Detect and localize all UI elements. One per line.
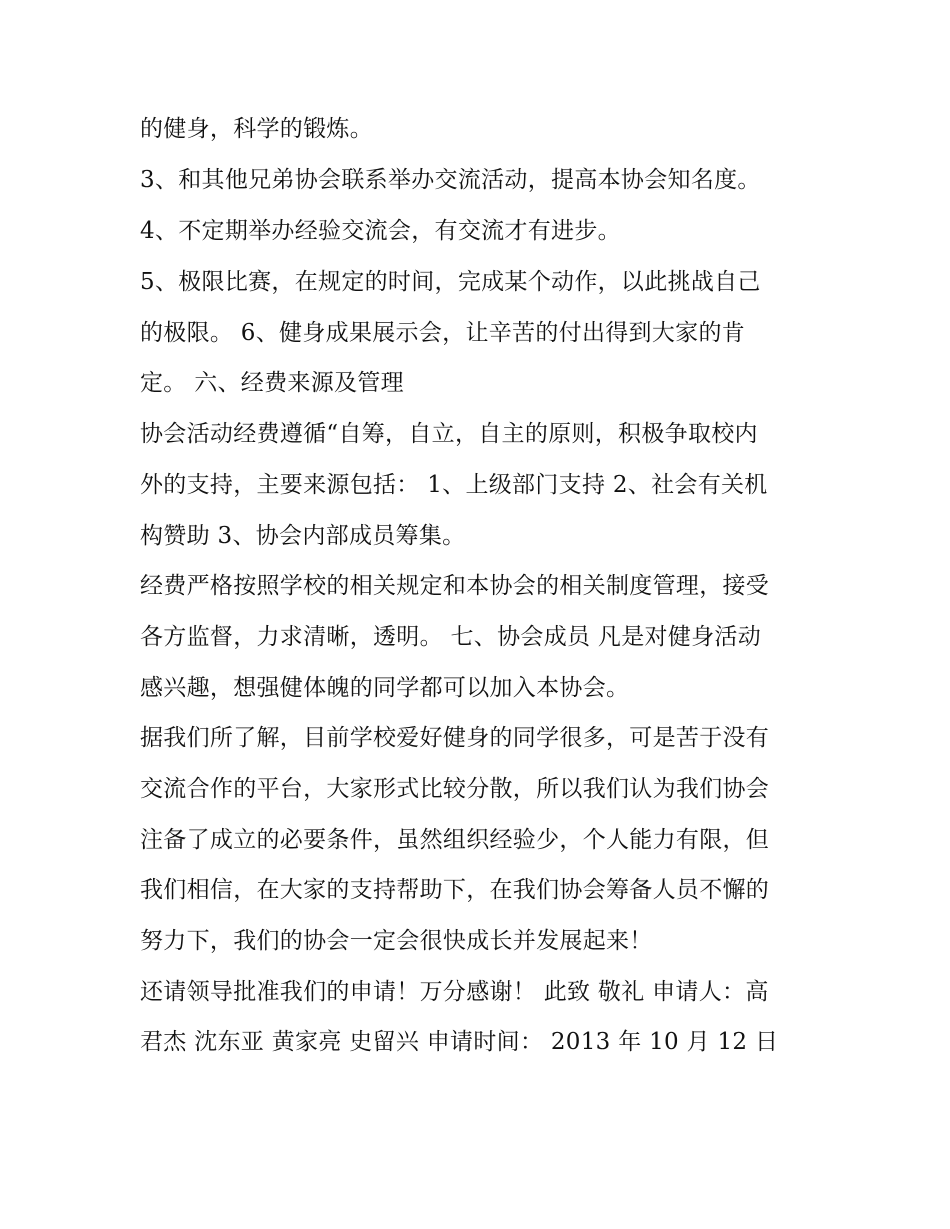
text-line: 5、极限比赛，在规定的时间，完成某个动作，以此挑战自己 [140,269,761,295]
text-line: 我们相信，在大家的支持帮助下，在我们协会筹备人员不懈的 [140,877,770,903]
text-line: 的极限。 6、健身成果展示会，让辛苦的付出得到大家的肯 [140,320,746,346]
text-line: 还请领导批准我们的申请！万分感谢！ 此致 敬礼 申请人：高 [140,979,769,1005]
text-line: 外的支持，主要来源包括： 1、上级部门支持 2、社会有关机 [140,472,768,498]
text-line: 的健身，科学的锻炼。 [140,116,373,142]
text-line: 交流合作的平台，大家形式比较分散，所以我们认为我们协会 [140,776,770,802]
text-line: 经费严格按照学校的相关规定和本协会的相关制度管理，接受 [140,573,770,599]
text-line: 努力下，我们的协会一定会很快成长并发展起来！ [140,928,653,954]
text-line: 3、和其他兄弟协会联系举办交流活动，提高本协会知名度。 [140,167,761,193]
text-line: 构赞助 3、协会内部成员筹集。 [140,523,466,549]
text-line: 君杰 沈东亚 黄家亮 史留兴 申请时间： 2013 年 10 月 12 日 [140,1029,779,1055]
text-line: 协会活动经费遵循“自筹，自立，自主的原则，积极争取校内 [140,421,758,447]
text-line: 注备了成立的必要条件，虽然组织经验少，个人能力有限，但 [140,827,770,853]
text-line: 各方监督，力求清晰，透明。 七、协会成员 凡是对健身活动 [140,624,762,650]
text-line: 感兴趣，想强健体魄的同学都可以加入本协会。 [140,675,630,701]
text-line: 定。 六、经费来源及管理 [140,370,404,396]
text-line: 据我们所了解，目前学校爱好健身的同学很多，可是苦于没有 [140,725,770,751]
text-line: 4、不定期举办经验交流会，有交流才有进步。 [140,218,621,244]
